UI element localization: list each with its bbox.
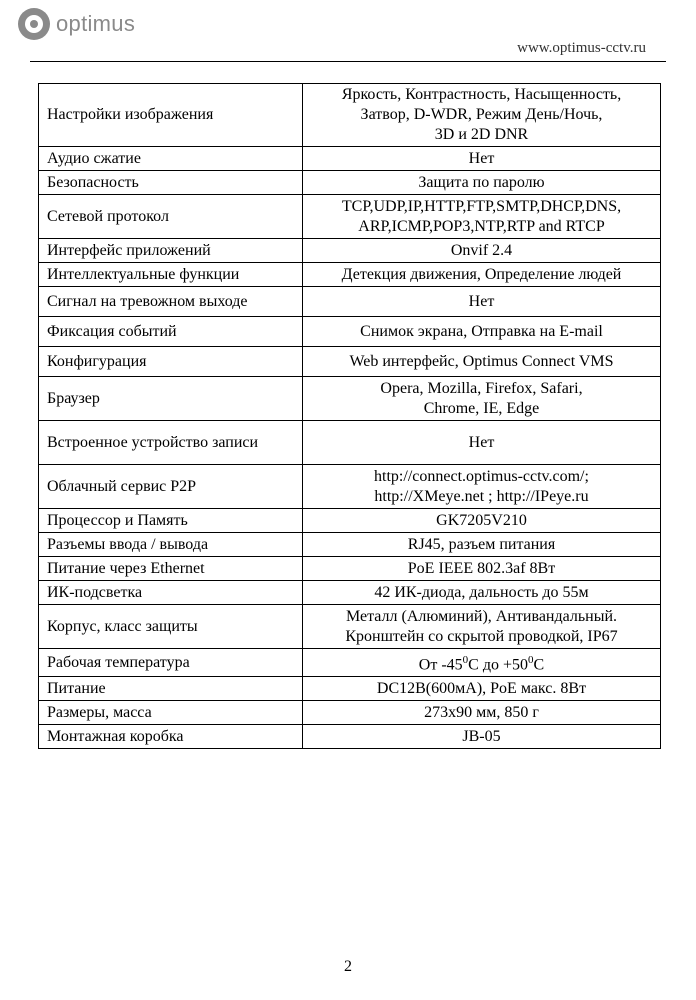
spec-name: Интерфейс приложений [39,239,303,263]
spec-value: Opera, Mozilla, Firefox, Safari, Chrome, IE, Edge [303,377,661,421]
spec-value-text: С [533,656,545,674]
spec-table [38,83,661,749]
spec-row [39,84,661,147]
spec-value: RJ45, разъем питания [303,533,661,557]
spec-name: Питание через Ethernet [39,557,303,581]
spec-row [39,195,661,239]
spec-row [39,347,661,377]
spec-name: ИК-подсветка [39,581,303,605]
spec-name: Настройки изображения [39,84,303,147]
spec-row [39,557,661,581]
spec-value: Металл (Алюминий), Антивандальный. Кронштейн со скрытой проводкой, IP67 [303,605,661,649]
spec-row [39,377,661,421]
spec-row [39,605,661,649]
spec-value: Нет [303,421,661,465]
spec-value: DC12В(600мА), PoE макс. 8Вт [303,677,661,701]
page-number: 2 [344,958,352,975]
spec-value [303,649,661,677]
spec-row [39,701,661,725]
spec-value-text: От -45 [418,656,463,674]
spec-name: Разъемы ввода / вывода [39,533,303,557]
page-header [0,0,696,70]
spec-name: Питание [39,677,303,701]
spec-name: Процессор и Память [39,509,303,533]
spec-value: Нет [303,147,661,171]
spec-value: Нет [303,287,661,317]
spec-value: Защита по паролю [303,171,661,195]
spec-row [39,725,661,749]
spec-value: Детекция движения, Определение людей [303,263,661,287]
degree-superscript: 0 [528,654,534,666]
spec-row [39,287,661,317]
site-url: www.optimus-cctv.ru [517,40,646,56]
spec-name: Интеллектуальные функции [39,263,303,287]
spec-value: Снимок экрана, Отправка на E-mail [303,317,661,347]
spec-value: GK7205V210 [303,509,661,533]
spec-name: Корпус, класс защиты [39,605,303,649]
logo [18,8,135,40]
spec-name: Безопасность [39,171,303,195]
spec-row [39,509,661,533]
spec-name: Сетевой протокол [39,195,303,239]
degree-superscript: 0 [462,654,469,666]
spec-row [39,421,661,465]
spec-value: TCP,UDP,IP,HTTP,FTP,SMTP,DHCP,DNS, ARP,ICMP,POP3,NTP,RTP and RTCP [303,195,661,239]
header-divider [30,61,666,62]
spec-name: Сигнал на тревожном выходе [39,287,303,317]
spec-row [39,533,661,557]
spec-name: Аудио сжатие [39,147,303,171]
optimus-logo-icon [18,8,50,40]
spec-value-text: С до +50 [468,656,529,674]
spec-name: Монтажная коробка [39,725,303,749]
spec-table-body [39,84,661,749]
spec-name: Размеры, масса [39,701,303,725]
spec-row [39,171,661,195]
logo-text: optimus [56,11,136,36]
spec-row [39,147,661,171]
spec-value: JB-05 [303,725,661,749]
spec-row [39,677,661,701]
spec-value: 273x90 мм, 850 г [303,701,661,725]
spec-name: Облачный сервис P2P [39,465,303,509]
spec-row [39,465,661,509]
spec-name: Встроенное устройство записи [39,421,303,465]
spec-value: Яркость, Контрастность, Насыщенность, Затвор, D-WDR, Режим День/Ночь, 3D и 2D DNR [303,84,661,147]
spec-value: http://connect.optimus-cctv.com/; http://XMeye.net ; http://IPeye.ru [303,465,661,509]
spec-value: Onvif 2.4 [303,239,661,263]
spec-row [39,581,661,605]
spec-row [39,239,661,263]
spec-value: PoE IEEE 802.3af 8Вт [303,557,661,581]
spec-row [39,263,661,287]
spec-name: Браузер [39,377,303,421]
spec-value: 42 ИК-диода, дальность до 55м [303,581,661,605]
spec-name: Конфигурация [39,347,303,377]
spec-value: Web интерфейс, Optimus Connect VMS [303,347,661,377]
spec-name: Фиксация событий [39,317,303,347]
spec-row [39,649,661,677]
spec-row [39,317,661,347]
spec-name: Рабочая температура [39,649,303,677]
